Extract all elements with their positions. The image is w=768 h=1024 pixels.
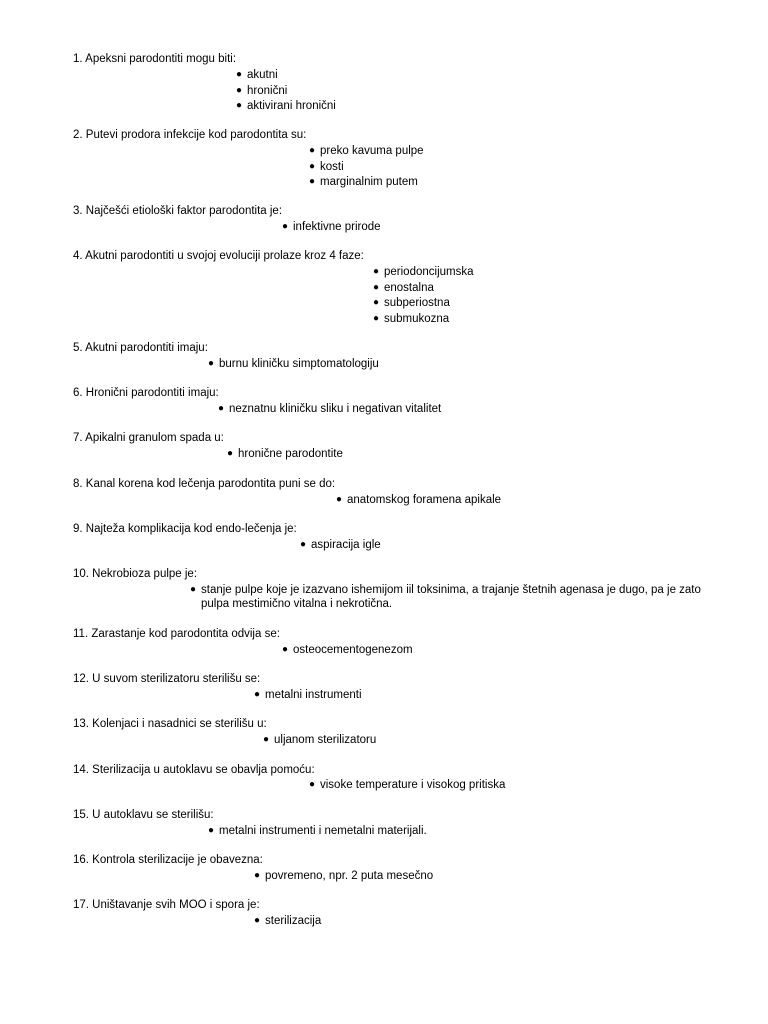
question-6: 6. Hronični parodontiti imaju: [73, 387, 219, 399]
question-15: 15. U autoklavu se sterilišu: [73, 809, 214, 821]
answer-6-1: ● neznatnu kliničku sliku i negativan vitalitet [218, 403, 442, 415]
bullet-icon: ● [282, 644, 289, 655]
answer-4-3: ● subperiostna [373, 297, 450, 309]
bullet-icon: ● [190, 584, 197, 595]
bullet-icon: ● [227, 448, 234, 459]
answer-3-1: ● infektivne prirode [282, 221, 381, 233]
answer-5-1: ● burnu kliničku simptomatologiju [208, 358, 379, 370]
question-1: 1. Apeksni parodontiti mogu biti: [73, 53, 237, 65]
answer-13-1: ● uljanom sterilizatoru [263, 734, 377, 746]
bullet-icon: ● [309, 161, 316, 172]
answer-14-1: ● visoke temperature i visokog pritiska [309, 779, 506, 791]
question-8: 8. Kanal korena kod lečenja parodontita puni se do: [73, 478, 336, 490]
answer-17-1: ● sterilizacija [254, 915, 322, 927]
question-16: 16. Kontrola sterilizacije je obavezna: [73, 854, 263, 866]
bullet-icon: ● [282, 221, 289, 232]
answer-7-1: ● hronične parodontite [227, 448, 343, 460]
bullet-icon: ● [336, 494, 343, 505]
question-9: 9. Najteža komplikacija kod endo-lečenja je: [73, 523, 297, 535]
question-7: 7. Apikalni granulom spada u: [73, 432, 224, 444]
question-5: 5. Akutni parodontiti imaju: [73, 342, 208, 354]
bullet-icon: ● [208, 825, 215, 836]
answer-4-2: ● enostalna [373, 282, 434, 294]
question-10: 10. Nekrobioza pulpe je: [73, 568, 198, 580]
bullet-icon: ● [309, 779, 316, 790]
bullet-icon: ● [373, 297, 380, 308]
bullet-icon: ● [218, 403, 225, 414]
question-4: 4. Akutni parodontiti u svojoj evoluciji prolaze kroz 4 faze: [73, 250, 364, 262]
bullet-icon: ● [236, 85, 243, 96]
answer-2-2: ● kosti [309, 161, 344, 173]
bullet-icon: ● [300, 539, 307, 550]
answer-11-1: ● osteocementogenezom [282, 644, 413, 656]
answer-16-1: ● povremeno, npr. 2 puta mesečno [254, 870, 434, 882]
answer-10-1: ● stanje pulpe koje je izazvano ishemijom iil toksinima, a trajanje štetnih agenasa je dugo, pa je zato pulpa mestimično vitalna i nekrotična. [190, 584, 701, 610]
bullet-icon: ● [373, 282, 380, 293]
bullet-icon: ● [373, 313, 380, 324]
bullet-icon: ● [208, 358, 215, 369]
answer-9-1: ● aspiracija igle [300, 539, 381, 551]
question-12: 12. U suvom sterilizatoru sterilišu se: [73, 673, 261, 685]
bullet-icon: ● [236, 100, 243, 111]
answer-1-2: ● hronični [236, 85, 288, 97]
answer-1-3: ● aktivirani hronični [236, 100, 336, 112]
answer-1-1: ● akutni [236, 69, 278, 81]
question-2: 2. Putevi prodora infekcije kod parodontita su: [73, 129, 307, 141]
question-3: 3. Najčešći etiološki faktor parodontita je: [73, 205, 283, 217]
question-13: 13. Kolenjaci i nasadnici se sterilišu u: [73, 718, 267, 730]
answer-4-4: ● submukozna [373, 313, 450, 325]
question-11: 11. Zarastanje kod parodontita odvija se: [73, 628, 280, 640]
answer-15-1: ● metalni instrumenti i nemetalni materijali. [208, 825, 427, 837]
bullet-icon: ● [254, 915, 261, 926]
bullet-icon: ● [373, 266, 380, 277]
bullet-icon: ● [263, 734, 270, 745]
bullet-icon: ● [236, 69, 243, 80]
answer-12-1: ● metalni instrumenti [254, 689, 362, 701]
answer-2-3: ● marginalnim putem [309, 176, 418, 188]
bullet-icon: ● [254, 870, 261, 881]
answer-8-1: ● anatomskog foramena apikale [336, 494, 502, 506]
bullet-icon: ● [254, 689, 261, 700]
answer-2-1: ● preko kavuma pulpe [309, 145, 424, 157]
bullet-icon: ● [309, 145, 316, 156]
answer-4-1: ● periodoncijumska [373, 266, 474, 278]
bullet-icon: ● [309, 176, 316, 187]
question-17: 17. Uništavanje svih MOO i spora je: [73, 899, 260, 911]
question-14: 14. Sterilizacija u autoklavu se obavlja pomoću: [73, 764, 315, 776]
